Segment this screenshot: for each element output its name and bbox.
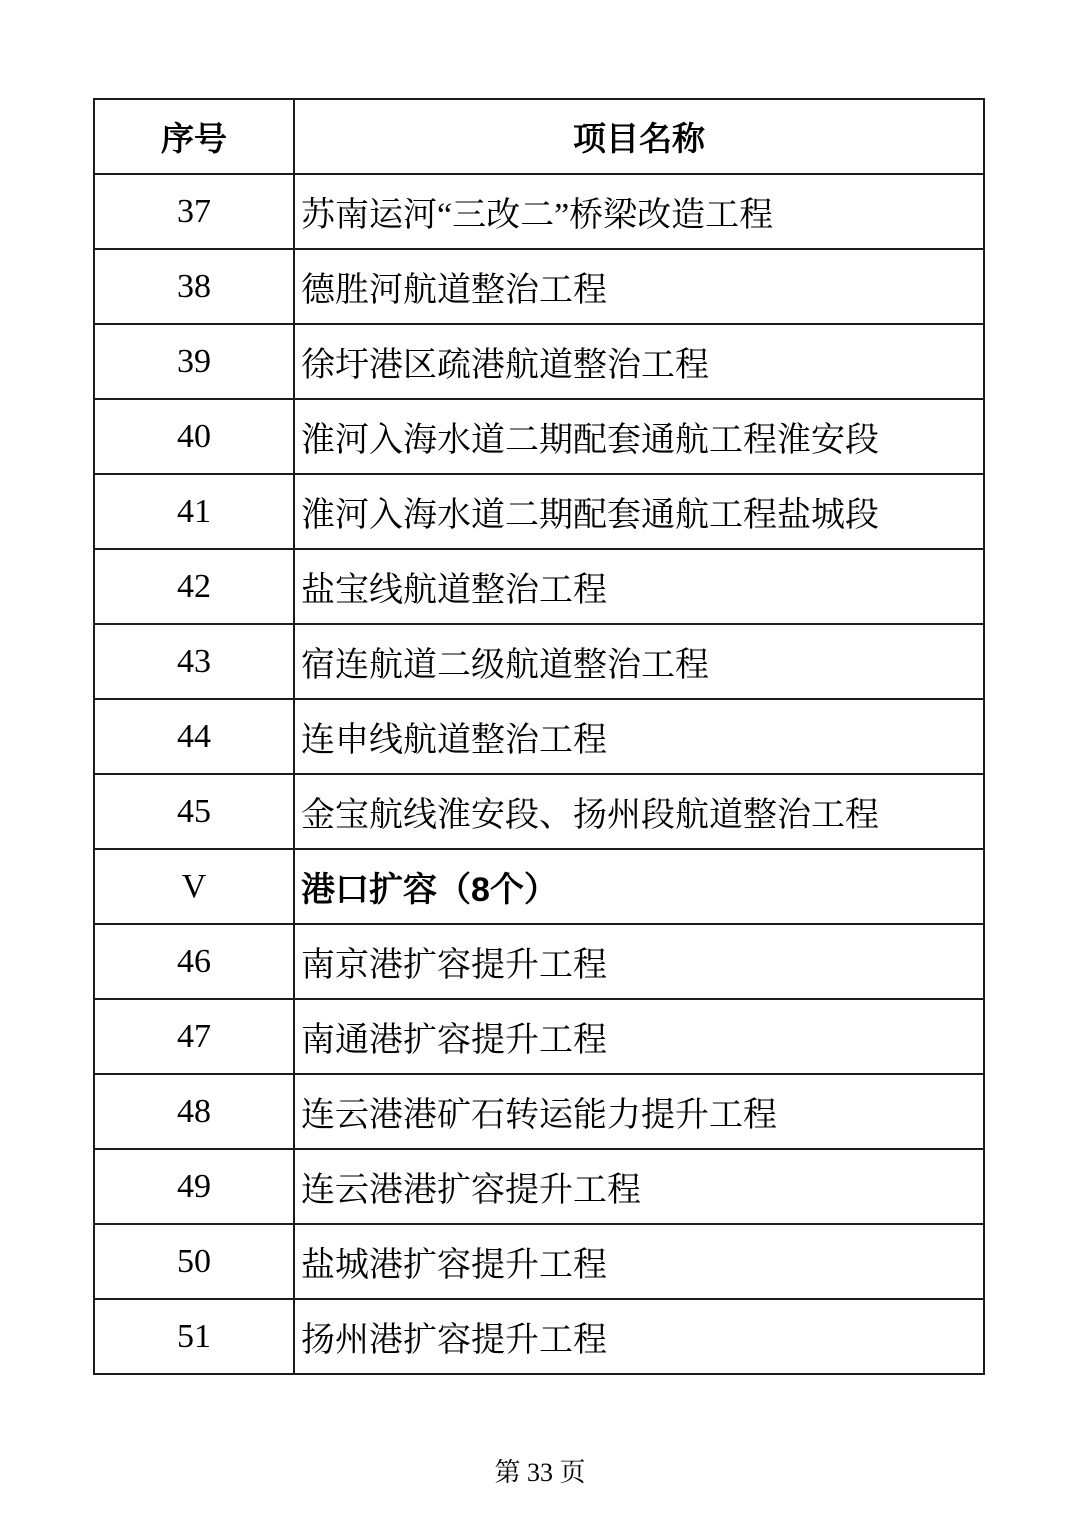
table-row [94,549,984,624]
project-name-cell: 盐宝线航道整治工程 [294,549,984,624]
row-number-cell: 49 [94,1149,294,1224]
table-row [94,924,984,999]
row-number-cell: 41 [94,474,294,549]
project-name-header: 项目名称 [294,99,984,174]
project-name-cell: 港口扩容（8个） [294,849,984,924]
table-row [94,249,984,324]
project-name-cell: 连申线航道整治工程 [294,699,984,774]
table-row [94,174,984,249]
row-number-cell: 39 [94,324,294,399]
table-row [94,1149,984,1224]
row-number-cell: 44 [94,699,294,774]
project-name-cell: 徐圩港区疏港航道整治工程 [294,324,984,399]
row-number-cell: 48 [94,1074,294,1149]
table-header-row [94,99,984,174]
table-body [94,174,984,1374]
table-row [94,474,984,549]
table-row [94,774,984,849]
project-name-cell: 连云港港扩容提升工程 [294,1149,984,1224]
project-name-cell: 淮河入海水道二期配套通航工程淮安段 [294,399,984,474]
project-name-cell: 南京港扩容提升工程 [294,924,984,999]
row-number-cell: 50 [94,1224,294,1299]
table-row [94,1224,984,1299]
row-number-cell: 40 [94,399,294,474]
project-name-cell: 苏南运河“三改二”桥梁改造工程 [294,174,984,249]
row-number-cell: 46 [94,924,294,999]
project-name-cell: 南通港扩容提升工程 [294,999,984,1074]
row-number-cell: V [94,849,294,924]
row-number-cell: 37 [94,174,294,249]
row-number-cell: 51 [94,1299,294,1374]
row-number-cell: 42 [94,549,294,624]
project-list-table [93,98,985,1375]
serial-number-header: 序号 [94,99,294,174]
project-name-cell: 扬州港扩容提升工程 [294,1299,984,1374]
project-name-cell: 金宝航线淮安段、扬州段航道整治工程 [294,774,984,849]
row-number-cell: 38 [94,249,294,324]
project-name-cell: 盐城港扩容提升工程 [294,1224,984,1299]
table-row [94,399,984,474]
project-name-cell: 宿连航道二级航道整治工程 [294,624,984,699]
project-name-cell: 德胜河航道整治工程 [294,249,984,324]
table-row [94,699,984,774]
project-name-cell: 连云港港矿石转运能力提升工程 [294,1074,984,1149]
row-number-cell: 47 [94,999,294,1074]
project-name-cell: 淮河入海水道二期配套通航工程盐城段 [294,474,984,549]
table-row [94,1299,984,1374]
page-number: 第 33 页 [494,1458,586,1487]
row-number-cell: 45 [94,774,294,849]
table-row [94,849,984,924]
row-number-cell: 43 [94,624,294,699]
table-row [94,999,984,1074]
table-row [94,1074,984,1149]
table-row [94,624,984,699]
table-row [94,324,984,399]
